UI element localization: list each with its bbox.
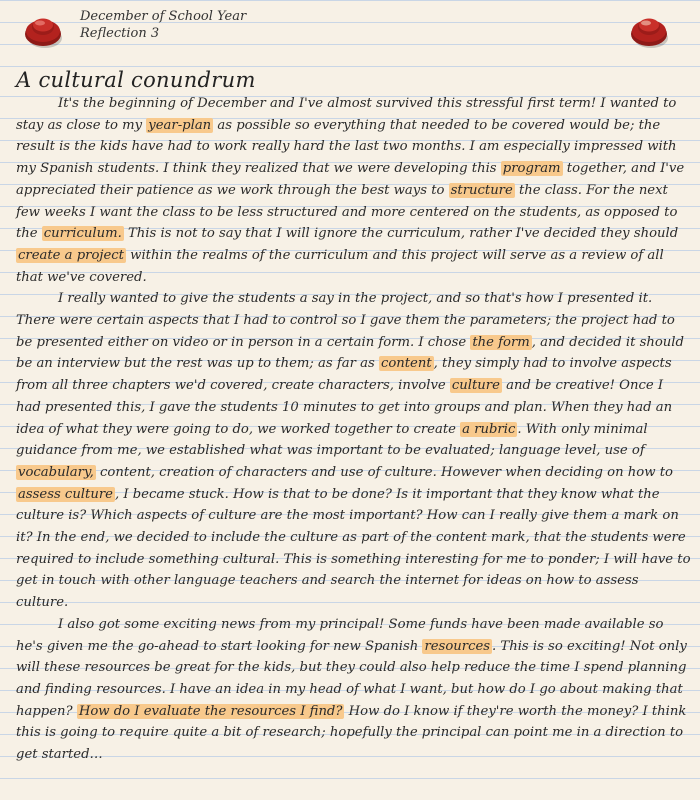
text-run: This is not to say that I will ignore the curriculum, rather I've decided they should: [123, 226, 679, 242]
highlighted-phrase: How do I evaluate the resources I find?: [78, 703, 343, 719]
highlighted-phrase: assess culture: [18, 486, 113, 502]
highlighted-phrase: year-plan: [148, 117, 212, 133]
highlighted-phrase: curriculum.: [43, 226, 122, 242]
page-header: [80, 8, 246, 42]
text-run: . With only minimal guidance from me, we established what was important to be evaluated; language level, use of: [16, 421, 648, 459]
text-run: , they simply had to involve aspects from all three chapters we'd covered, create characters, involve: [16, 356, 672, 394]
journal-paragraph: [16, 288, 691, 614]
journal-paragraph: [16, 614, 691, 766]
highlighted-phrase: resources: [424, 638, 491, 654]
text-run: I really wanted to give the students a say in the project, and so that's how I presented it. There were certain aspects that I had to control so I gave them the parameters; the project had to be presented either on video or in person in a certain form. I chose: [16, 291, 675, 350]
header-date: December of School Year: [80, 9, 247, 24]
highlighted-phrase: create a project: [18, 247, 124, 263]
text-run: the class. For the next few weeks I want the class to be less structured and more centered on the students, as opposed to the: [16, 182, 678, 242]
pushpin-icon: [22, 12, 64, 54]
text-run: , I became stuck. How is that to be done? Is it important that they know what the culture is? Which aspects of culture are the most important? How can I really give them a mark on it? In the end, we decided to include the culture as part of the content mark, that the students were required to include something cultural. This is something interesting for me to ponder; I will have to get in touch with other language teachers and search the internet for ideas on how to assess culture.: [16, 486, 691, 611]
text-run: content, creation of characters and use of culture. However when deciding on how to: [95, 464, 673, 480]
text-run: together, and I've appreciated their patience as we work through the best ways to: [16, 161, 685, 198]
text-run: as possible so everything that needed to be covered would be; the result is the kids have had to work really hard the last two months. I am especially impressed with my Spanish students. I think they realized that we were developing this: [16, 117, 677, 177]
highlighted-phrase: structure: [450, 182, 513, 198]
text-run: How do I know if they're worth the money? I think this is going to require quite a bit of research; hopefully the principal can point me in a direction to get started…: [16, 703, 687, 763]
highlighted-phrase: content: [380, 356, 432, 372]
highlighted-phrase: vocabulary,: [18, 464, 94, 480]
highlighted-phrase: a rubric: [462, 421, 516, 437]
text-run: within the realms of the curriculum and this project will serve as a review of all that we've covered.: [16, 247, 664, 285]
pushpin-icon: [628, 12, 670, 54]
highlighted-phrase: program: [502, 161, 561, 177]
text-run: , and decided it should be an interview but the rest was up to them; as far as: [16, 334, 684, 372]
journal-paragraph: [16, 93, 691, 288]
journal-body: [16, 93, 691, 766]
header-reflection-number: Reflection 3: [80, 26, 160, 41]
text-run: and be creative! Once I had presented this, I gave the students 10 minutes to get into groups and plan. When they had an idea of what they were going to do, we worked together to create: [16, 378, 673, 437]
highlighted-phrase: culture: [451, 378, 500, 394]
text-run: . This is so exciting! Not only will these resources be great for the kids, but they could also help reduce the time I spend planning and finding resources. I have an idea in my head of what I want, but how do I go about making that happen?: [16, 638, 687, 719]
page-title: A cultural conundrum: [16, 68, 256, 92]
highlighted-phrase: the form: [472, 334, 530, 350]
text-run: I also got some exciting news from my principal! Some funds have been made available so he's given me the go-ahead to start looking for new Spanish: [16, 616, 664, 654]
text-run: It's the beginning of December and I've almost survived this stressful first term! I wanted to stay as close to my: [16, 96, 677, 133]
